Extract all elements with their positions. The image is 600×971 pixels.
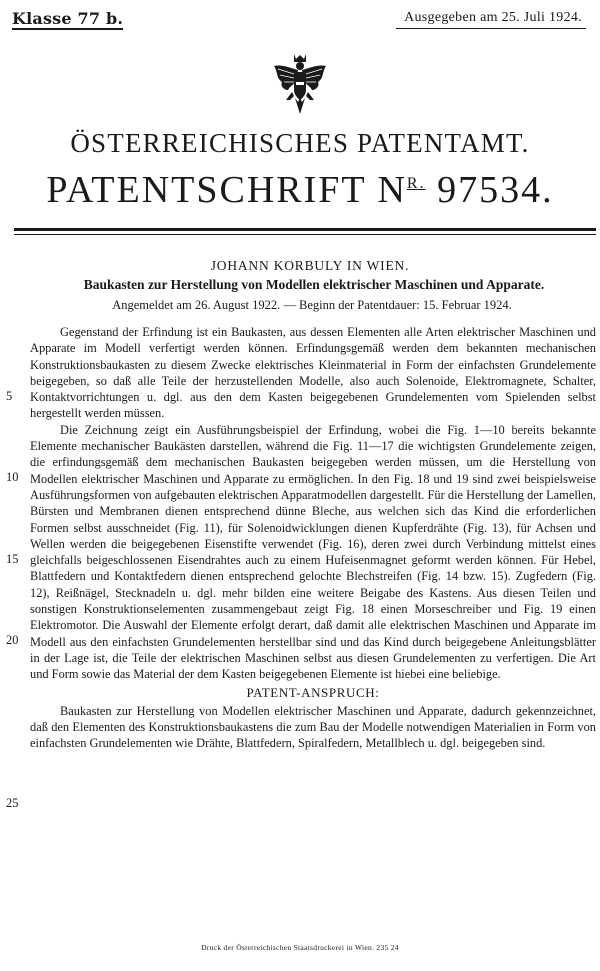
patent-number: 97534. — [437, 169, 554, 211]
filing-dates: Angemeldet am 26. August 1922. — Beginn der Patentdauer: 15. Februar 1924. — [112, 298, 512, 312]
description-paragraph: Gegenstand der Erfindung ist ein Baukasten, aus dessen Elementen alle Arten elektrischer Maschinen und Apparate im Modell verfertigt werden können. Erfindungsgemäß werden dem bekannten mechanischen Konstruktionsbaukasten zu diesem Zwecke elektrisches Kleinmaterial in Form der einfachsten Grundelemente beigegeben, so daß alle Teile der herzustellenden Modelle, also auch Solenoide, Elektromagnete, Schalter, Kontaktvorrichtungen u. dgl. aus den dem Kasten beigegebenen Grundelementen vom Spielenden selbst hergestellt werden müssen. — [30, 325, 596, 421]
patent-number-prefix — [377, 169, 425, 211]
patent-office-name: ÖSTERREICHISCHES PATENTAMT. — [70, 128, 530, 158]
description-paragraph: Die Zeichnung zeigt ein Ausführungsbeispiel der Erfindung, wobei die Fig. 1—10 bereits bekannte Elemente mechanischer Baukästen darstellen, während die Fig. 11—17 die wichtigsten Grundelemente zeigen, die erfindungsgemäß dem mechanischen Baukasten beigegeben werden müssen, um die Herstellung von Modellen elektrischer Maschinen und Apparate zu ermöglichen. In den Fig. 18 und 19 sind zwei beispielsweise Ausführungsformen von aufgebauten elektrischen Apparatmodellen dargestellt. Für die Herstellung der Lamellen, Bürsten und Membranen dienen entsprechend dünne Bleche, aus welchen sich das Kind die erforderlichen Formen selbst ausschneidet (Fig. 11), für Solenoidwicklungen dienen Kupferdrähte (Fig. 13), für Achsen und Wellen werden die beigegebenen Eisenstifte verwendet (Fig. 16), deren zwei durch Verbindung mittelst eines gleichfalls beigeschlossenen Eisendrahtes auch zu einem Hufeisenmagnet geformt werden können. Für Hebel, Blattfedern und Kontaktfedern dienen entsprechend gelochte Blechstreifen (Fig. 14 bzw. 15). Zugfedern (Fig. 12), Reißnägel, Stecknadeln u. dgl. mehr bilden eine weitere Beigabe des Kastens. Aus diesen Teilen und sonstigen Konstruktionselementen zusammengebaut zeigt Fig. 18 einen Morseschreiber und Fig. 19 einen Elektromotor. Die Auswahl der Elemente erfolgt derart, daß damit alle elektrischen Maschinen und Apparate im Modell aus den einfachsten Grundelementen herstellbar sind und das Kind durch beigegebene Anleitungsblätter in der Lage ist, die Teile der elektrischen Maschinen selbst aus diesen Grundelementen zu verfertigen. Die Art und Form sowie das Material der dem Kasten beigegebenen Elemente ist hiebei eine beliebige. — [30, 422, 596, 682]
page-header — [12, 6, 588, 30]
issue-date: Ausgegeben am 25. Juli 1924. — [404, 10, 582, 25]
claim-text: Baukasten zur Herstellung von Modellen elektrischer Maschinen und Apparate, dadurch gekennzeichnet, daß den Elementen des Konstruktionsbaukastens die zum Bau der Modelle notwendigen Materialien in Form von einfachsten Grundelementen wie Drähte, Blattfedern, Spiralfedern, Metallblech u. dgl. beigegeben sind. — [30, 703, 596, 751]
inventor-name: JOHANN KORBULY IN WIEN. — [210, 258, 410, 273]
patent-nr-letter: N — [377, 169, 407, 211]
line-number: 15 — [6, 552, 19, 566]
line-number: 10 — [6, 470, 19, 484]
line-number: 20 — [6, 633, 19, 647]
patent-nr-super: R. — [406, 175, 426, 192]
divider-thin — [14, 234, 596, 235]
coat-of-arms-eagle-icon — [272, 52, 328, 116]
patent-title: Baukasten zur Herstellung von Modellen elektrischer Maschinen und Apparate. — [83, 277, 545, 292]
patent-body — [30, 324, 596, 752]
patent-heading — [0, 168, 600, 212]
line-number: 25 — [6, 796, 19, 810]
claim-heading: PATENT-ANSPRUCH: — [246, 684, 380, 700]
divider-thick — [14, 228, 596, 231]
patent-label: PATENTSCHRIFT — [46, 169, 366, 211]
klasse-label: Klasse 77 b. — [12, 9, 124, 28]
printer-footer: Druck der Österreichischen Staatsdruckerei in Wien. 235 24 — [201, 943, 399, 952]
line-number: 5 — [6, 389, 13, 403]
